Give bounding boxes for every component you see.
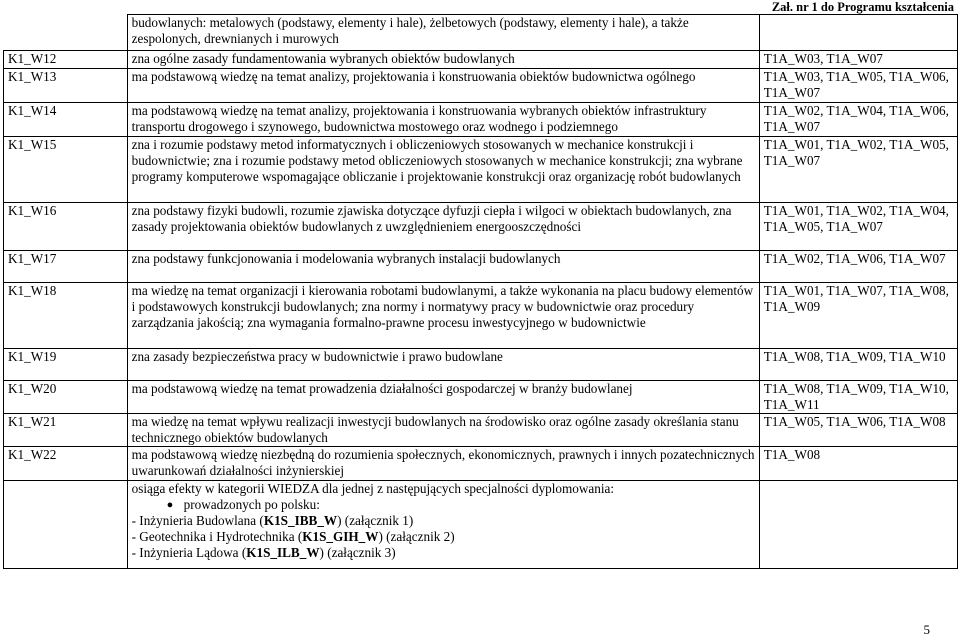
outcome-code: K1_W22: [4, 447, 128, 481]
outcome-references: T1A_W08, T1A_W09, T1A_W10: [759, 349, 957, 381]
specialty-item: - Inżynieria Lądowa (K1S_ILB_W) (załącznik 3): [131, 545, 396, 560]
outcome-references: T1A_W01, T1A_W02, T1A_W05, T1A_W07: [759, 137, 957, 203]
outcome-code: K1_W14: [4, 103, 128, 137]
specialty-item: - Inżynieria Budowlana (K1S_IBB_W) (załącznik 1): [131, 513, 414, 528]
outcome-references: T1A_W02, T1A_W04, T1A_W06, T1A_W07: [759, 103, 957, 137]
outcome-code: K1_W15: [4, 137, 128, 203]
specialty-code: K1S_GIH_W: [302, 529, 379, 544]
outcome-references: T1A_W02, T1A_W06, T1A_W07: [759, 251, 957, 283]
outcome-description: zna zasady bezpieczeństwa pracy w budownictwie i prawo budowlane: [127, 349, 759, 381]
outcome-references: T1A_W05, T1A_W06, T1A_W08: [759, 414, 957, 447]
outcome-references: T1A_W03, T1A_W05, T1A_W06, T1A_W07: [759, 69, 957, 103]
table-row: [4, 283, 958, 349]
outcome-references: [759, 15, 957, 51]
table-row: [4, 69, 958, 103]
outcome-description: zna podstawy fizyki budowli, rozumie zjawiska dotyczące dyfuzji ciepła i wilgoci w obiektach budowlanych, zna zasady projektowania obiektów budowlanych z uwzględnieniem energooszczędności: [127, 203, 759, 251]
table-row: [4, 203, 958, 251]
outcome-description: ma wiedzę na temat organizacji i kierowania robotami budowlanymi, a także wykonania na placu budowy elementów i podstawowych konstrukcji budowlanych; zna normy i normatywy pracy w budownictwie oraz procedury zarządzania jakością; zna wymagania formalno-prawne procesu inwestycyjnego w budownictwie: [127, 283, 759, 349]
outcome-references: T1A_W08: [759, 447, 957, 481]
table-row: [4, 381, 958, 414]
page-number: 5: [923, 622, 930, 637]
attachment-note: Zał. nr 1 do Programu kształcenia: [771, 0, 954, 14]
outcome-code: [4, 15, 128, 51]
table-row: [4, 414, 958, 447]
outcome-code: K1_W20: [4, 381, 128, 414]
specialties-bullet: ● prowadzonych po polsku:: [184, 497, 755, 513]
outcome-code: K1_W21: [4, 414, 128, 447]
outcome-description: zna i rozumie podstawy metod informatycznych i obliczeniowych stosowanych w mechanice konstrukcji i budownictwie; zna i rozumie podstawy metod obliczeniowych stosowanych w mechanice konstrukcji; zna wybrane programy komputerowe wspomagające obliczanie i projektowanie konstrukcji oraz organizację robót budowlanych: [127, 137, 759, 203]
outcome-references: T1A_W01, T1A_W02, T1A_W04, T1A_W05, T1A_W07: [759, 203, 957, 251]
outcome-code: K1_W17: [4, 251, 128, 283]
table-row: [4, 51, 958, 69]
outcome-description: zna podstawy funkcjonowania i modelowania wybranych instalacji budowlanych: [127, 251, 759, 283]
table-row: [4, 137, 958, 203]
table-row: [4, 349, 958, 381]
outcome-description: ma podstawową wiedzę niezbędną do rozumienia społecznych, ekonomicznych, prawnych i innych pozatechnicznych uwarunkowań działalności inżynierskiej: [127, 447, 759, 481]
outcome-description: ma podstawową wiedzę na temat prowadzenia działalności gospodarczej w branży budowlanej: [127, 381, 759, 414]
specialty-item: - Geotechnika i Hydrotechnika (K1S_GIH_W) (załącznik 2): [131, 529, 455, 544]
specialties-intro: osiąga efekty w kategorii WIEDZA dla jednej z następujących specjalności dyplomowania:: [131, 481, 615, 496]
learning-outcomes-table: [3, 14, 958, 569]
outcome-code: K1_W18: [4, 283, 128, 349]
specialties-bullet-list: [132, 497, 755, 513]
outcome-code: K1_W13: [4, 69, 128, 103]
outcome-description: ma podstawową wiedzę na temat analizy, projektowania i konstruowania wybranych obiektów infrastruktury transportu drogowego i szynowego, budownictwa mostowego oraz wodnego i podziemnego: [127, 103, 759, 137]
table-row: [4, 103, 958, 137]
outcome-description: zna ogólne zasady fundamentowania wybranych obiektów budowlanych: [127, 51, 759, 69]
outcome-description: budowlanych: metalowych (podstawy, elementy i hale), żelbetowych (podstawy, elementy i hale), a także zespolonych, drewnianych i murowych: [127, 15, 759, 51]
outcome-references: T1A_W08, T1A_W09, T1A_W10, T1A_W11: [759, 381, 957, 414]
outcome-code: K1_W16: [4, 203, 128, 251]
outcome-references-empty: [759, 481, 957, 569]
outcome-description: ma wiedzę na temat wpływu realizacji inwestycji budowlanych na środowisko oraz ogólne zasady określania stanu technicznego obiektów budowlanych: [127, 414, 759, 447]
outcome-code: K1_W12: [4, 51, 128, 69]
table-row: [4, 15, 958, 51]
table-row: [4, 251, 958, 283]
specialty-code: K1S_ILB_W: [246, 545, 320, 560]
outcome-code-empty: [4, 481, 128, 569]
outcome-references: T1A_W01, T1A_W07, T1A_W08, T1A_W09: [759, 283, 957, 349]
specialty-code: K1S_IBB_W: [263, 513, 338, 528]
table-row: [4, 447, 958, 481]
specialties-block: [127, 481, 759, 569]
table-row-specialties: [4, 481, 958, 569]
outcome-code: K1_W19: [4, 349, 128, 381]
outcome-references: T1A_W03, T1A_W07: [759, 51, 957, 69]
outcome-description: ma podstawową wiedzę na temat analizy, projektowania i konstruowania obiektów budownictwa ogólnego: [127, 69, 759, 103]
